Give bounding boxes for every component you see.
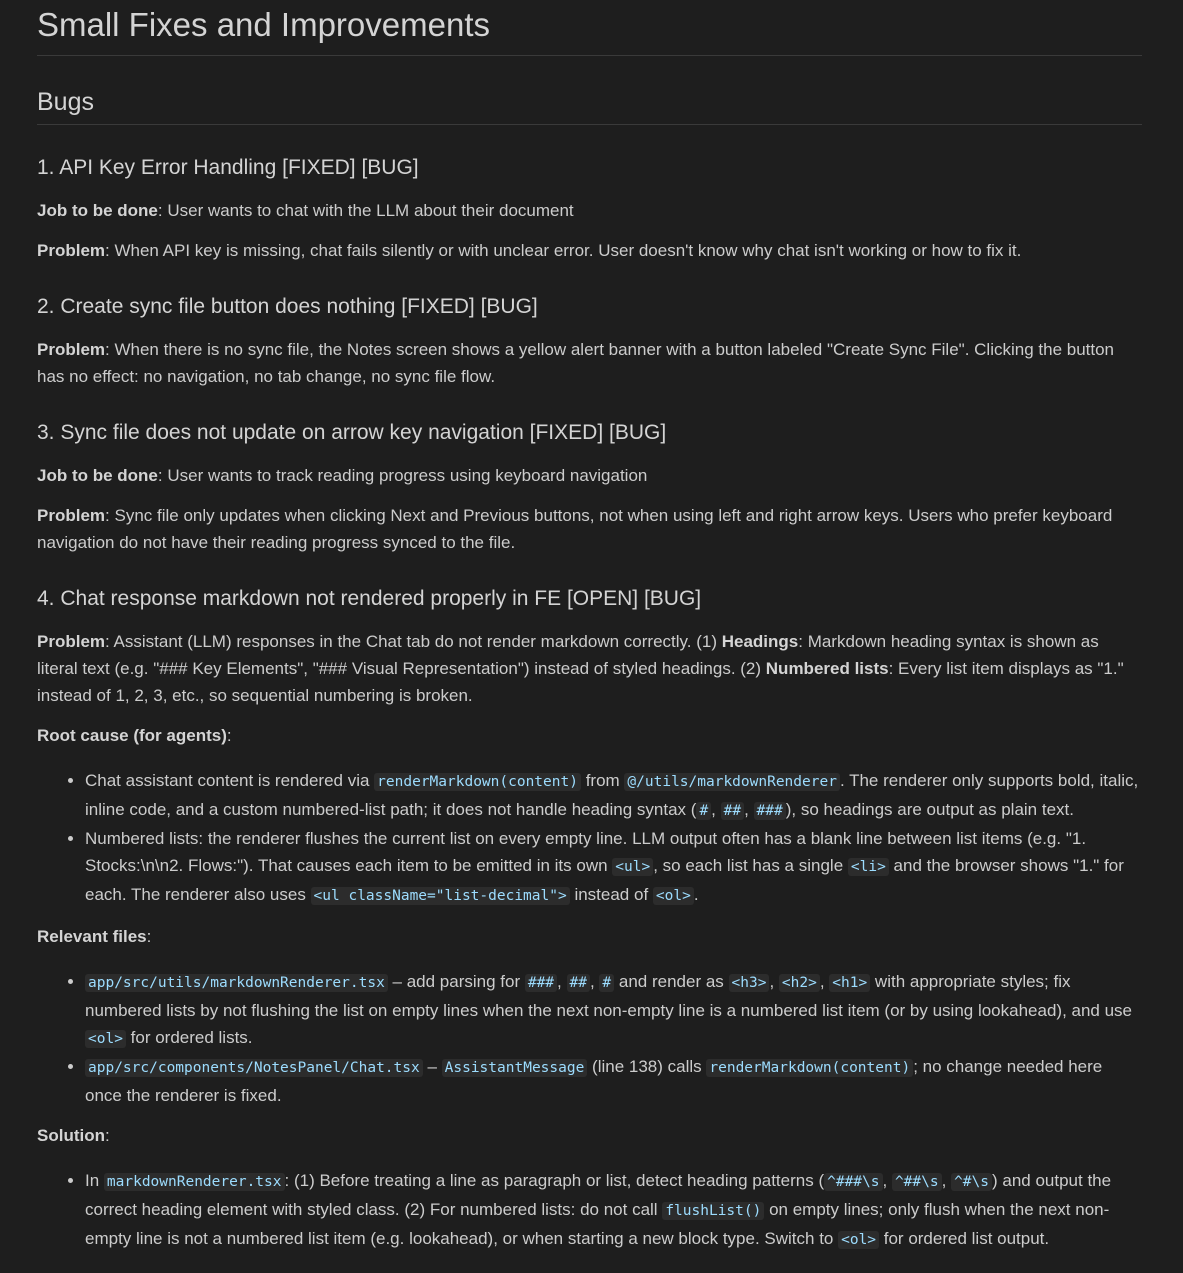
text: (line 138) calls bbox=[587, 1057, 707, 1076]
problem bbox=[37, 237, 1142, 264]
list-item bbox=[85, 1053, 1142, 1109]
relevant-files-label bbox=[37, 923, 1142, 950]
inline-code: <ol> bbox=[653, 887, 694, 905]
text: , bbox=[557, 972, 567, 991]
inline-code: ### bbox=[754, 802, 786, 820]
text: , bbox=[711, 800, 721, 819]
text: Numbered lists: the renderer flushes the current list on every empty line. LLM output often has a blank line between list items (e.g. "1. Stocks:\n\n2. Flows:"). That causes each item to be emitted in its own bbox=[85, 829, 1087, 875]
label: Problem bbox=[37, 340, 106, 359]
text: , bbox=[744, 800, 754, 819]
text: ; no change needed here once the renderer is fixed. bbox=[85, 1057, 1103, 1105]
list-item bbox=[85, 1167, 1142, 1254]
bug-heading: 3. Sync file does not update on arrow key navigation [FIXED] [BUG] bbox=[37, 421, 667, 444]
text: : Sync file only updates when clicking Next and Previous buttons, not when using left and right arrow keys. Users who prefer keyboard navigation do not have their reading progress synced to the file. bbox=[37, 506, 1113, 552]
inline-code: app/src/components/NotesPanel/Chat.tsx bbox=[85, 1059, 423, 1077]
inline-code: app/src/utils/markdownRenderer.tsx bbox=[85, 974, 388, 992]
text: for ordered lists. bbox=[125, 1028, 253, 1047]
inline-code: renderMarkdown(content) bbox=[374, 773, 581, 791]
job-to-be-done bbox=[37, 197, 1142, 224]
label: Solution bbox=[37, 1126, 105, 1145]
inline-code: AssistantMessage bbox=[442, 1059, 588, 1077]
text: : Markdown heading syntax is shown as literal text (e.g. "### Key Elements", "### Visual Representation") instead of styled headings. (2) bbox=[37, 632, 1099, 678]
solution-label bbox=[37, 1122, 1142, 1149]
problem bbox=[37, 502, 1142, 556]
text: and the browser shows "1." for each. The renderer also uses bbox=[85, 856, 1124, 904]
inline-code: <h1> bbox=[829, 974, 870, 992]
inline-code: ^###\s bbox=[824, 1173, 882, 1191]
label: Problem bbox=[37, 241, 106, 260]
inline-code: <h2> bbox=[779, 974, 820, 992]
inline-code: ### bbox=[525, 974, 557, 992]
label: Headings bbox=[721, 632, 799, 651]
inline-code: # bbox=[696, 802, 711, 820]
bug-heading: 4. Chat response markdown not rendered properly in FE [OPEN] [BUG] bbox=[37, 587, 702, 610]
label: Job to be done bbox=[37, 466, 158, 485]
text: : When API key is missing, chat fails silently or with unclear error. User doesn't know why chat isn't working or how to fix it. bbox=[105, 241, 1022, 260]
inline-code: ## bbox=[721, 802, 744, 820]
inline-code: <h3> bbox=[729, 974, 770, 992]
text: and render as bbox=[614, 972, 729, 991]
job-to-be-done bbox=[37, 462, 1142, 489]
root-cause-list bbox=[37, 767, 1142, 910]
inline-code: # bbox=[599, 974, 614, 992]
colon: : bbox=[104, 1126, 110, 1145]
text: , bbox=[769, 972, 779, 991]
text: Chat assistant content is rendered via bbox=[85, 771, 375, 790]
text: ) and output the correct heading element with styled class. (2) For numbered lists: do not call bbox=[85, 1171, 1112, 1219]
bug-heading: 2. Create sync file button does nothing [FIXED] [BUG] bbox=[37, 295, 538, 318]
relevant-files-list bbox=[37, 968, 1142, 1109]
inline-code: ^##\s bbox=[892, 1173, 942, 1191]
inline-code: <ol> bbox=[838, 1231, 879, 1249]
label: Relevant files bbox=[37, 927, 147, 946]
text: instead of bbox=[569, 885, 653, 904]
colon: : bbox=[226, 726, 232, 745]
inline-code: renderMarkdown(content) bbox=[706, 1059, 913, 1077]
colon: : bbox=[146, 927, 152, 946]
solution-list bbox=[37, 1167, 1142, 1254]
text: for ordered list output. bbox=[879, 1229, 1050, 1248]
text: : (1) Before treating a line as paragraph or list, detect heading patterns ( bbox=[284, 1171, 825, 1190]
text: : User wants to chat with the LLM about their document bbox=[157, 201, 574, 220]
text: : Assistant (LLM) responses in the Chat tab do not render markdown correctly. (1) bbox=[105, 632, 722, 651]
problem bbox=[37, 628, 1142, 709]
inline-code: <ul> bbox=[612, 858, 653, 876]
inline-code: @/utils/markdownRenderer bbox=[624, 773, 840, 791]
text: , bbox=[589, 972, 600, 991]
label: Problem bbox=[37, 506, 106, 525]
inline-code: ## bbox=[567, 974, 590, 992]
inline-code: <ol> bbox=[85, 1030, 126, 1048]
list-item bbox=[85, 767, 1142, 825]
label: Problem bbox=[37, 632, 106, 651]
list-item bbox=[85, 825, 1142, 910]
root-cause-label bbox=[37, 722, 1142, 749]
label: Numbered lists bbox=[765, 659, 889, 678]
text: In bbox=[85, 1171, 104, 1190]
list-item bbox=[85, 968, 1142, 1053]
inline-code: <ul className="list-decimal"> bbox=[311, 887, 570, 905]
text: from bbox=[580, 771, 625, 790]
text: . The renderer only supports bold, italic, inline code, and a custom numbered-list path; it does not handle heading syntax ( bbox=[85, 771, 1139, 819]
text: . bbox=[693, 885, 699, 904]
text: with appropriate styles; fix numbered lists by not flushing the list on empty lines when the next non-empty line is a numbered list item (or by using lookahead), and use bbox=[85, 972, 1133, 1020]
inline-code: ^#\s bbox=[951, 1173, 992, 1191]
section-heading-bugs: Bugs bbox=[37, 86, 1142, 125]
text: on empty lines; only flush when the next non-empty line is not a numbered list item (e.g. lookahead), or when starting a new block type. Switch to bbox=[85, 1200, 1110, 1248]
label: Root cause (for agents) bbox=[37, 726, 227, 745]
text: , bbox=[941, 1171, 952, 1190]
text: : When there is no sync file, the Notes screen shows a yellow alert banner with a button labeled "Create Sync File". Clicking the button has no effect: no navigation, no tab change, no sync file flow. bbox=[37, 340, 1115, 386]
problem bbox=[37, 336, 1142, 390]
text: , so each list has a single bbox=[653, 856, 848, 875]
text: ), so headings are output as plain text. bbox=[785, 800, 1074, 819]
inline-code: markdownRenderer.tsx bbox=[104, 1173, 285, 1191]
text: : User wants to track reading progress using keyboard navigation bbox=[157, 466, 648, 485]
text: , bbox=[819, 972, 830, 991]
bug-heading: 1. API Key Error Handling [FIXED] [BUG] bbox=[37, 156, 419, 179]
label: Job to be done bbox=[37, 201, 158, 220]
text: , bbox=[882, 1171, 892, 1190]
text: – add parsing for bbox=[387, 972, 525, 991]
inline-code: flushList() bbox=[662, 1202, 764, 1220]
text: : Every list item displays as "1." instead of 1, 2, 3, etc., so sequential numbering is broken. bbox=[37, 659, 1124, 705]
inline-code: <li> bbox=[848, 858, 889, 876]
text: – bbox=[422, 1057, 442, 1076]
page-title: Small Fixes and Improvements bbox=[37, 0, 1142, 56]
